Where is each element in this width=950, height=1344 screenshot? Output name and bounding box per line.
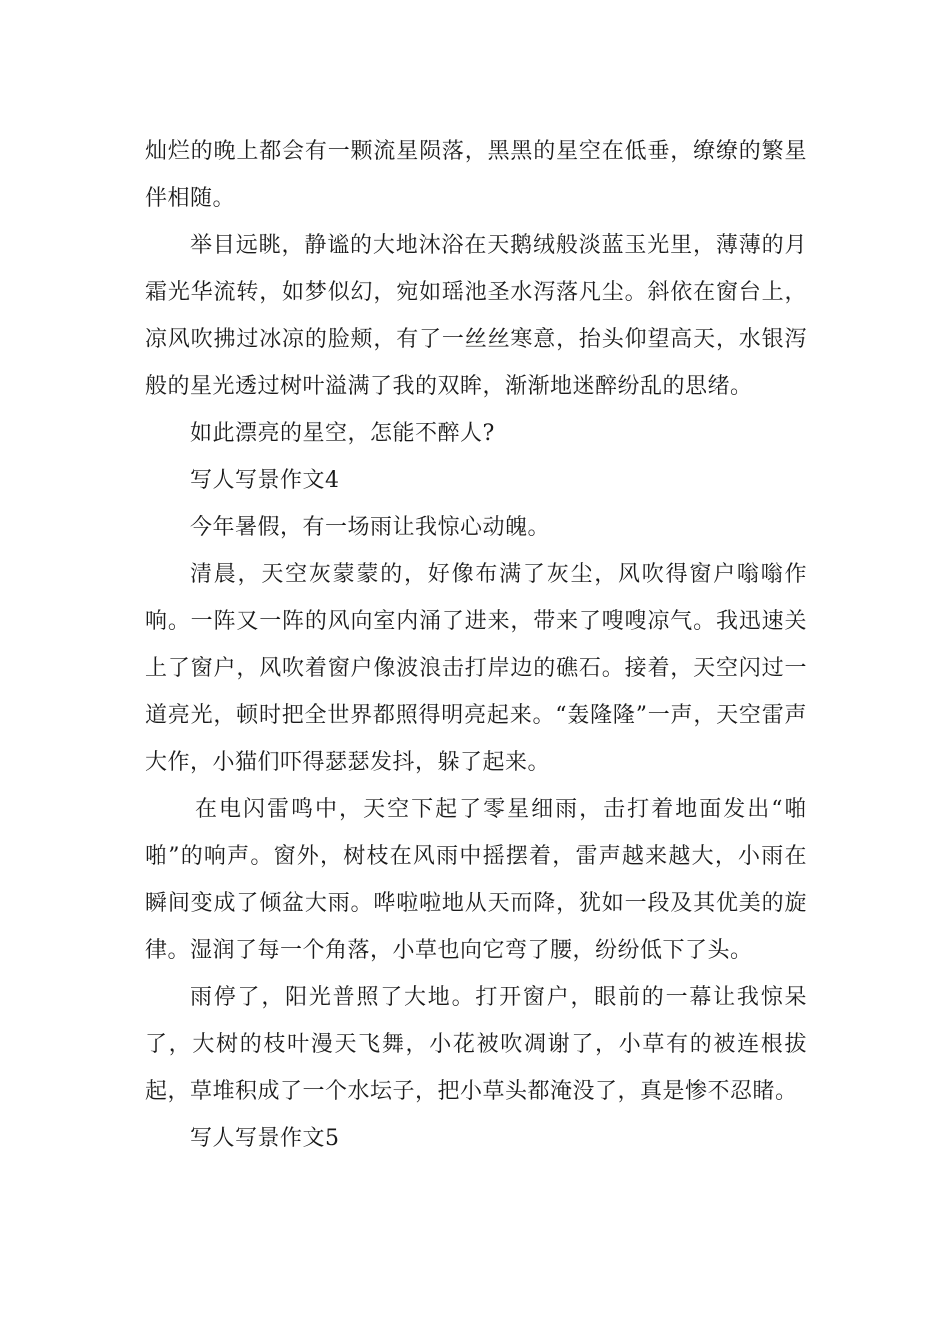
- paragraph-starry-night-ending: 灿烂的晚上都会有一颗流星陨落，黑黑的星空在低垂，缭缭的繁星伴相随。: [145, 139, 807, 211]
- document-body: [145, 128, 807, 1162]
- paragraph-after-rain: 雨停了，阳光普照了大地。打开窗户，眼前的一幕让我惊呆了，大树的枝叶漫天飞舞，小花被吹凋谢了，小草有的被连根拔起，草堆积成了一个水坛子，把小草头都淹没了，真是惨不忍睹。: [145, 985, 807, 1104]
- section-heading-essay-4: 写人写景作文4: [190, 468, 340, 493]
- section-heading-essay-5: 写人写景作文5: [190, 1126, 340, 1151]
- paragraph-gazing-afar: 举目远眺，静谧的大地沐浴在天鹅绒般淡蓝玉光里，薄薄的月霜光华流转，如梦似幻，宛如瑶池圣水泻落凡尘。斜依在窗台上，凉风吹拂过冰凉的脸颊，有了一丝丝寒意，抬头仰望高天，水银泻般的星光透过树叶溢满了我的双眸，渐渐地迷醉纷乱的思绪。: [145, 233, 807, 399]
- paragraph-starry-sky-closing: 如此漂亮的星空，怎能不醉人?: [190, 421, 495, 446]
- paragraph-thunder-rain: 在电闪雷鸣中，天空下起了零星细雨，击打着地面发出“啪啪”的响声。窗外，树枝在风雨中摇摆着，雷声越来越大，小雨在瞬间变成了倾盆大雨。哗啦啦地从天而降，犹如一段及其优美的旋律。湿润了每一个角落，小草也向它弯了腰，纷纷低下了头。: [145, 797, 807, 963]
- paragraph-summer-rain-intro: 今年暑假，有一场雨让我惊心动魄。: [190, 515, 551, 540]
- paragraph-morning-wind: 清晨，天空灰蒙蒙的，好像布满了灰尘，风吹得窗户嗡嗡作响。一阵又一阵的风向室内涌了进来，带来了嗖嗖凉气。我迅速关上了窗户，风吹着窗户像波浪击打岸边的礁石。接着，天空闪过一道亮光，顿时把全世界都照得明亮起来。“轰隆隆”一声，天空雷声大作，小猫们吓得瑟瑟发抖，躲了起来。: [145, 562, 807, 775]
